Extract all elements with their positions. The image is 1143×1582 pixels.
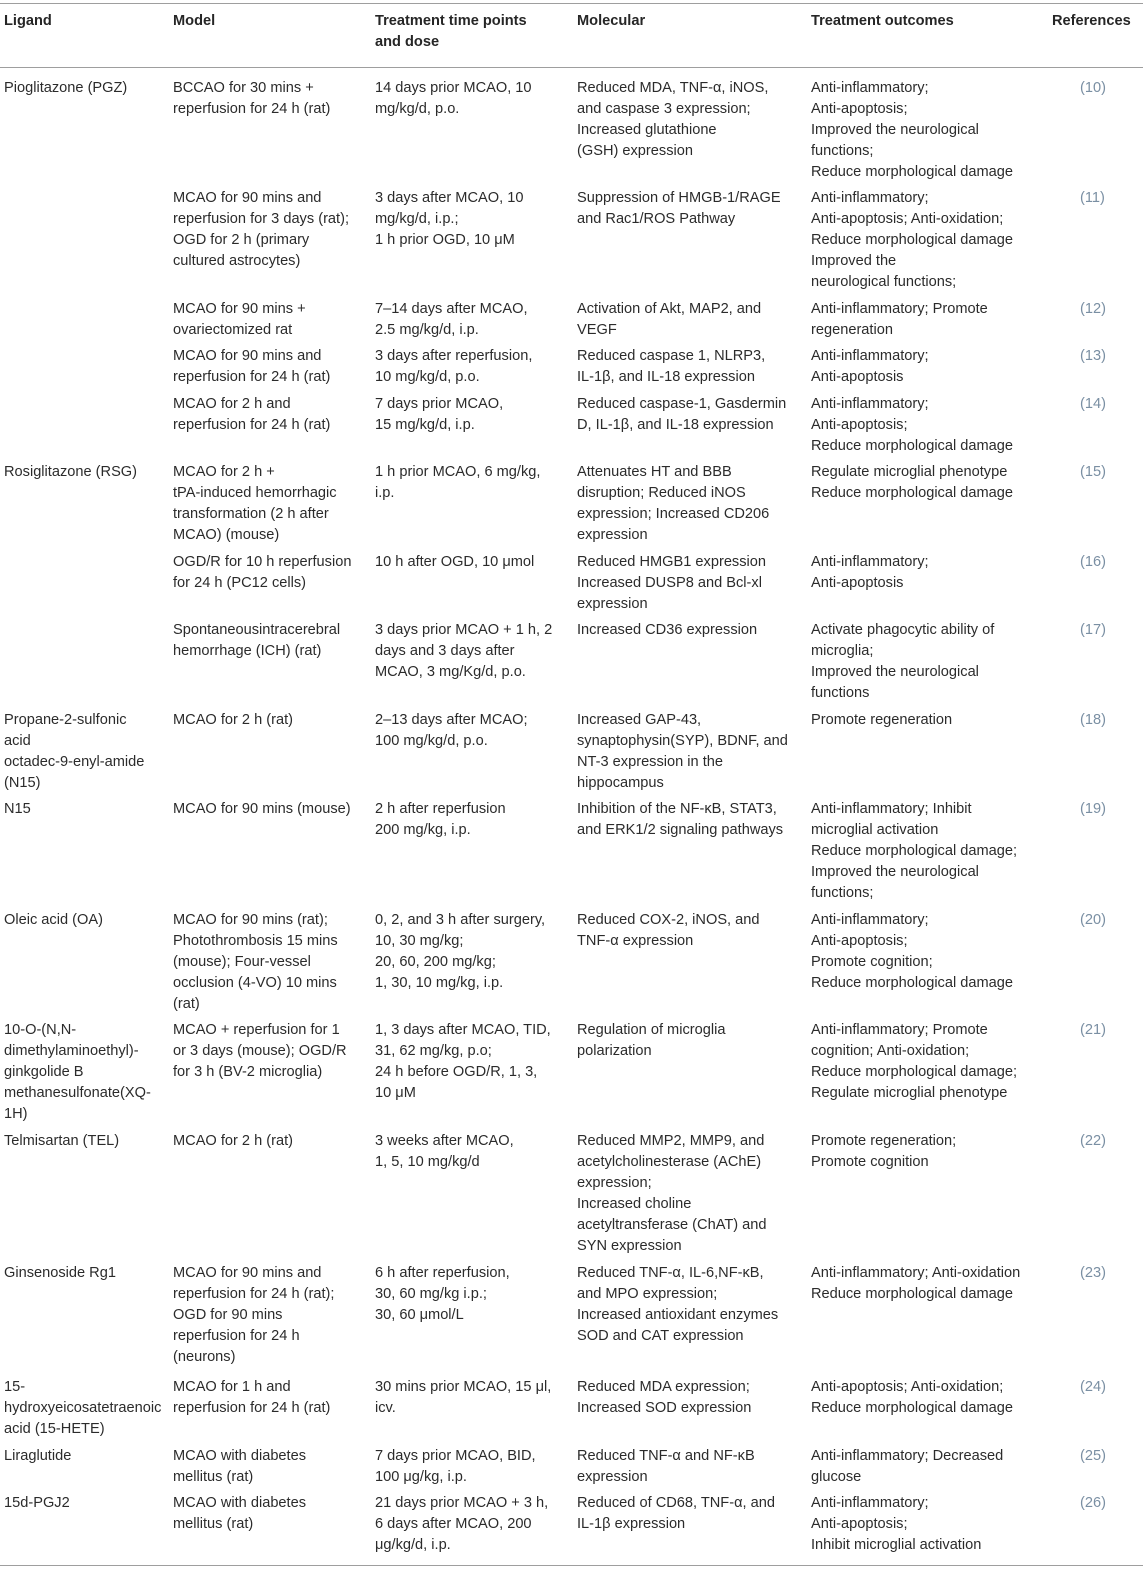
treatment-cell: 3 days after MCAO, 10 mg/kg/d, i.p.; 1 h prior OGD, 10 μM <box>375 190 524 248</box>
outcomes-cell: Anti-inflammatory; Anti-apoptosis; Reduce morphological damage <box>811 396 1014 454</box>
header-treatment: Treatment time points and dose <box>375 13 527 50</box>
treatment-cell: 14 days prior MCAO, 10 mg/kg/d, p.o. <box>375 80 532 117</box>
treatment-cell: 7 days prior MCAO, BID, 100 μg/kg, i.p. <box>375 1448 536 1485</box>
molecular-cell: Reduced TNF-α, IL-6,NF-κB, and MPO expression; Increased antioxidant enzymes SOD and CAT expression <box>577 1265 779 1344</box>
outcomes-cell: Anti-inflammatory; Anti-apoptosis <box>811 554 929 591</box>
ligand-cell: Liraglutide <box>4 1448 72 1464</box>
treatment-cell: 3 weeks after MCAO, 1, 5, 10 mg/kg/d <box>375 1133 514 1170</box>
model-cell: MCAO for 1 h and reperfusion for 24 h (rat) <box>173 1379 331 1416</box>
treatment-cell: 1 h prior MCAO, 6 mg/kg, i.p. <box>375 464 541 501</box>
treatment-cell: 3 days prior MCAO + 1 h, 2 days and 3 days after MCAO, 3 mg/Kg/d, p.o. <box>375 622 553 680</box>
model-cell: MCAO for 90 mins and reperfusion for 3 days (rat); OGD for 2 h (primary cultured astrocytes) <box>173 190 350 269</box>
model-cell: MCAO for 2 h and reperfusion for 24 h (rat) <box>173 396 331 433</box>
outcomes-cell: Anti-inflammatory; Anti-apoptosis; Improved the neurological functions; Reduce morphological damage <box>811 80 1014 180</box>
outcomes-cell: Promote regeneration <box>811 712 953 728</box>
molecular-cell: Reduced COX-2, iNOS, and TNF-α expression <box>577 912 760 949</box>
reference-link[interactable]: (18) <box>1080 712 1106 728</box>
header-model: Model <box>173 13 216 29</box>
molecular-cell: Regulation of microglia polarization <box>577 1022 726 1059</box>
model-cell: MCAO for 2 h (rat) <box>173 1133 294 1149</box>
molecular-cell: Reduced TNF-α and NF-κB expression <box>577 1448 755 1485</box>
treatment-cell: 3 days after reperfusion, 10 mg/kg/d, p.o. <box>375 348 533 385</box>
ligand-cell: 15- hydroxyeicosatetraenoic acid (15-HETE) <box>4 1379 162 1437</box>
header-outcomes: Treatment outcomes <box>811 13 954 29</box>
reference-link[interactable]: (23) <box>1080 1265 1106 1281</box>
reference-link[interactable]: (14) <box>1080 396 1106 412</box>
model-cell: BCCAO for 30 mins + reperfusion for 24 h (rat) <box>173 80 331 117</box>
model-cell: Spontaneousintracerebral hemorrhage (ICH) (rat) <box>173 622 341 659</box>
reference-link[interactable]: (24) <box>1080 1379 1106 1395</box>
outcomes-cell: Anti-inflammatory; Decreased glucose <box>811 1448 1004 1485</box>
treatment-cell: 7–14 days after MCAO, 2.5 mg/kg/d, i.p. <box>375 301 528 338</box>
reference-link[interactable]: (11) <box>1080 190 1105 206</box>
molecular-cell: Reduced MDA expression; Increased SOD expression <box>577 1379 752 1416</box>
outcomes-cell: Anti-inflammatory; Anti-apoptosis; Anti-oxidation; Reduce morphological damage Improved the neurological functions; <box>811 190 1014 290</box>
ligand-cell: Oleic acid (OA) <box>4 912 103 928</box>
reference-link[interactable]: (25) <box>1080 1448 1106 1464</box>
treatment-cell: 21 days prior MCAO + 3 h, 6 days after MCAO, 200 μg/kg/d, i.p. <box>375 1495 549 1553</box>
outcomes-cell: Regulate microglial phenotype Reduce morphological damage <box>811 464 1014 501</box>
model-cell: MCAO for 90 mins (mouse) <box>173 801 351 817</box>
reference-link[interactable]: (17) <box>1080 622 1106 638</box>
reference-link[interactable]: (12) <box>1080 301 1106 317</box>
treatment-cell: 2–13 days after MCAO; 100 mg/kg/d, p.o. <box>375 712 528 749</box>
model-cell: MCAO for 2 h + tPA-induced hemorrhagic transformation (2 h after MCAO) (mouse) <box>173 464 337 543</box>
ligand-cell: N15 <box>4 801 31 817</box>
model-cell: MCAO for 90 mins and reperfusion for 24 h (rat); OGD for 90 mins reperfusion for 24 h (neurons) <box>173 1265 335 1365</box>
header-ligand: Ligand <box>4 13 52 29</box>
molecular-cell: Activation of Akt, MAP2, and VEGF <box>577 301 762 338</box>
outcomes-cell: Promote regeneration; Promote cognition <box>811 1133 957 1170</box>
treatment-cell: 7 days prior MCAO, 15 mg/kg/d, i.p. <box>375 396 504 433</box>
ligand-cell: Ginsenoside Rg1 <box>4 1265 116 1281</box>
model-cell: MCAO for 90 mins + ovariectomized rat <box>173 301 306 338</box>
header-references: References <box>1052 13 1131 29</box>
outcomes-cell: Activate phagocytic ability of microglia; Improved the neurological functions <box>811 622 995 701</box>
reference-link[interactable]: (10) <box>1080 80 1106 96</box>
model-cell: MCAO for 90 mins and reperfusion for 24 h (rat) <box>173 348 331 385</box>
molecular-cell: Reduced MDA, TNF-α, iNOS, and caspase 3 expression; Increased glutathione (GSH) expression <box>577 80 769 159</box>
molecular-cell: Reduced of CD68, TNF-α, and IL-1β expression <box>577 1495 775 1532</box>
molecular-cell: Reduced caspase-1, Gasdermin D, IL-1β, and IL-18 expression <box>577 396 787 433</box>
model-cell: OGD/R for 10 h reperfusion for 24 h (PC12 cells) <box>173 554 352 591</box>
reference-link[interactable]: (19) <box>1080 801 1106 817</box>
treatment-cell: 30 mins prior MCAO, 15 μl, icv. <box>375 1379 552 1416</box>
model-cell: MCAO for 90 mins (rat); Photothrombosis 15 mins (mouse); Four-vessel occlusion (4-VO) 10 mins (rat) <box>173 912 338 1012</box>
molecular-cell: Inhibition of the NF-κB, STAT3, and ERK1/2 signaling pathways <box>577 801 784 838</box>
outcomes-cell: Anti-inflammatory; Promote cognition; Anti-oxidation; Reduce morphological damage; Regulate microglial phenotype <box>811 1022 1018 1101</box>
molecular-cell: Increased CD36 expression <box>577 622 758 638</box>
molecular-cell: Suppression of HMGB-1/RAGE and Rac1/ROS Pathway <box>577 190 781 227</box>
treatment-cell: 6 h after reperfusion, 30, 60 mg/kg i.p.; 30, 60 μmol/L <box>375 1265 510 1323</box>
reference-link[interactable]: (26) <box>1080 1495 1106 1511</box>
ligand-cell: 15d-PGJ2 <box>4 1495 70 1511</box>
ligand-cell: Propane-2-sulfonic acid octadec-9-enyl-amide (N15) <box>4 712 145 791</box>
bottom-rule <box>0 1565 1143 1566</box>
model-cell: MCAO with diabetes mellitus (rat) <box>173 1448 307 1485</box>
ligand-cell: Pioglitazone (PGZ) <box>4 80 128 96</box>
outcomes-cell: Anti-inflammatory; Promote regeneration <box>811 301 988 338</box>
reference-link[interactable]: (15) <box>1080 464 1106 480</box>
reference-link[interactable]: (13) <box>1080 348 1106 364</box>
header-molecular: Molecular <box>577 13 646 29</box>
treatment-cell: 1, 3 days after MCAO, TID, 31, 62 mg/kg, p.o; 24 h before OGD/R, 1, 3, 10 μM <box>375 1022 551 1101</box>
molecular-cell: Increased GAP-43, synaptophysin(SYP), BDNF, and NT-3 expression in the hippocampus <box>577 712 788 791</box>
ligand-cell: 10-O-(N,N- dimethylaminoethyl)- ginkgolide B methanesulfonate(XQ- 1H) <box>4 1022 151 1122</box>
treatment-cell: 2 h after reperfusion 200 mg/kg, i.p. <box>375 801 506 838</box>
outcomes-cell: Anti-inflammatory; Anti-apoptosis; Inhibit microglial activation <box>811 1495 982 1553</box>
ligand-cell: Rosiglitazone (RSG) <box>4 464 138 480</box>
treatment-cell: 10 h after OGD, 10 μmol <box>375 554 535 570</box>
model-cell: MCAO for 2 h (rat) <box>173 712 294 728</box>
outcomes-cell: Anti-inflammatory; Anti-oxidation Reduce morphological damage <box>811 1265 1021 1302</box>
reference-link[interactable]: (21) <box>1080 1022 1106 1038</box>
top-rule <box>0 3 1143 4</box>
ligand-cell: Telmisartan (TEL) <box>4 1133 120 1149</box>
model-cell: MCAO with diabetes mellitus (rat) <box>173 1495 307 1532</box>
molecular-cell: Reduced caspase 1, NLRP3, IL-1β, and IL-18 expression <box>577 348 766 385</box>
outcomes-cell: Anti-inflammatory; Inhibit microglial activation Reduce morphological damage; Improved the neurological functions; <box>811 801 1018 901</box>
molecular-cell: Reduced HMGB1 expression Increased DUSP8 and Bcl-xl expression <box>577 554 766 612</box>
treatment-cell: 0, 2, and 3 h after surgery, 10, 30 mg/kg; 20, 60, 200 mg/kg; 1, 30, 10 mg/kg, i.p. <box>375 912 546 991</box>
reference-link[interactable]: (16) <box>1080 554 1106 570</box>
header-rule <box>0 67 1143 68</box>
molecular-cell: Reduced MMP2, MMP9, and acetylcholinesterase (AChE) expression; Increased choline acetyltransferase (ChAT) and SYN expression <box>577 1133 767 1254</box>
reference-link[interactable]: (22) <box>1080 1133 1106 1149</box>
outcomes-cell: Anti-inflammatory; Anti-apoptosis <box>811 348 929 385</box>
outcomes-cell: Anti-apoptosis; Anti-oxidation; Reduce morphological damage <box>811 1379 1014 1416</box>
model-cell: MCAO + reperfusion for 1 or 3 days (mouse); OGD/R for 3 h (BV-2 microglia) <box>173 1022 347 1080</box>
molecular-cell: Attenuates HT and BBB disruption; Reduced iNOS expression; Increased CD206 expression <box>577 464 770 543</box>
reference-link[interactable]: (20) <box>1080 912 1106 928</box>
outcomes-cell: Anti-inflammatory; Anti-apoptosis; Promote cognition; Reduce morphological damage <box>811 912 1014 991</box>
